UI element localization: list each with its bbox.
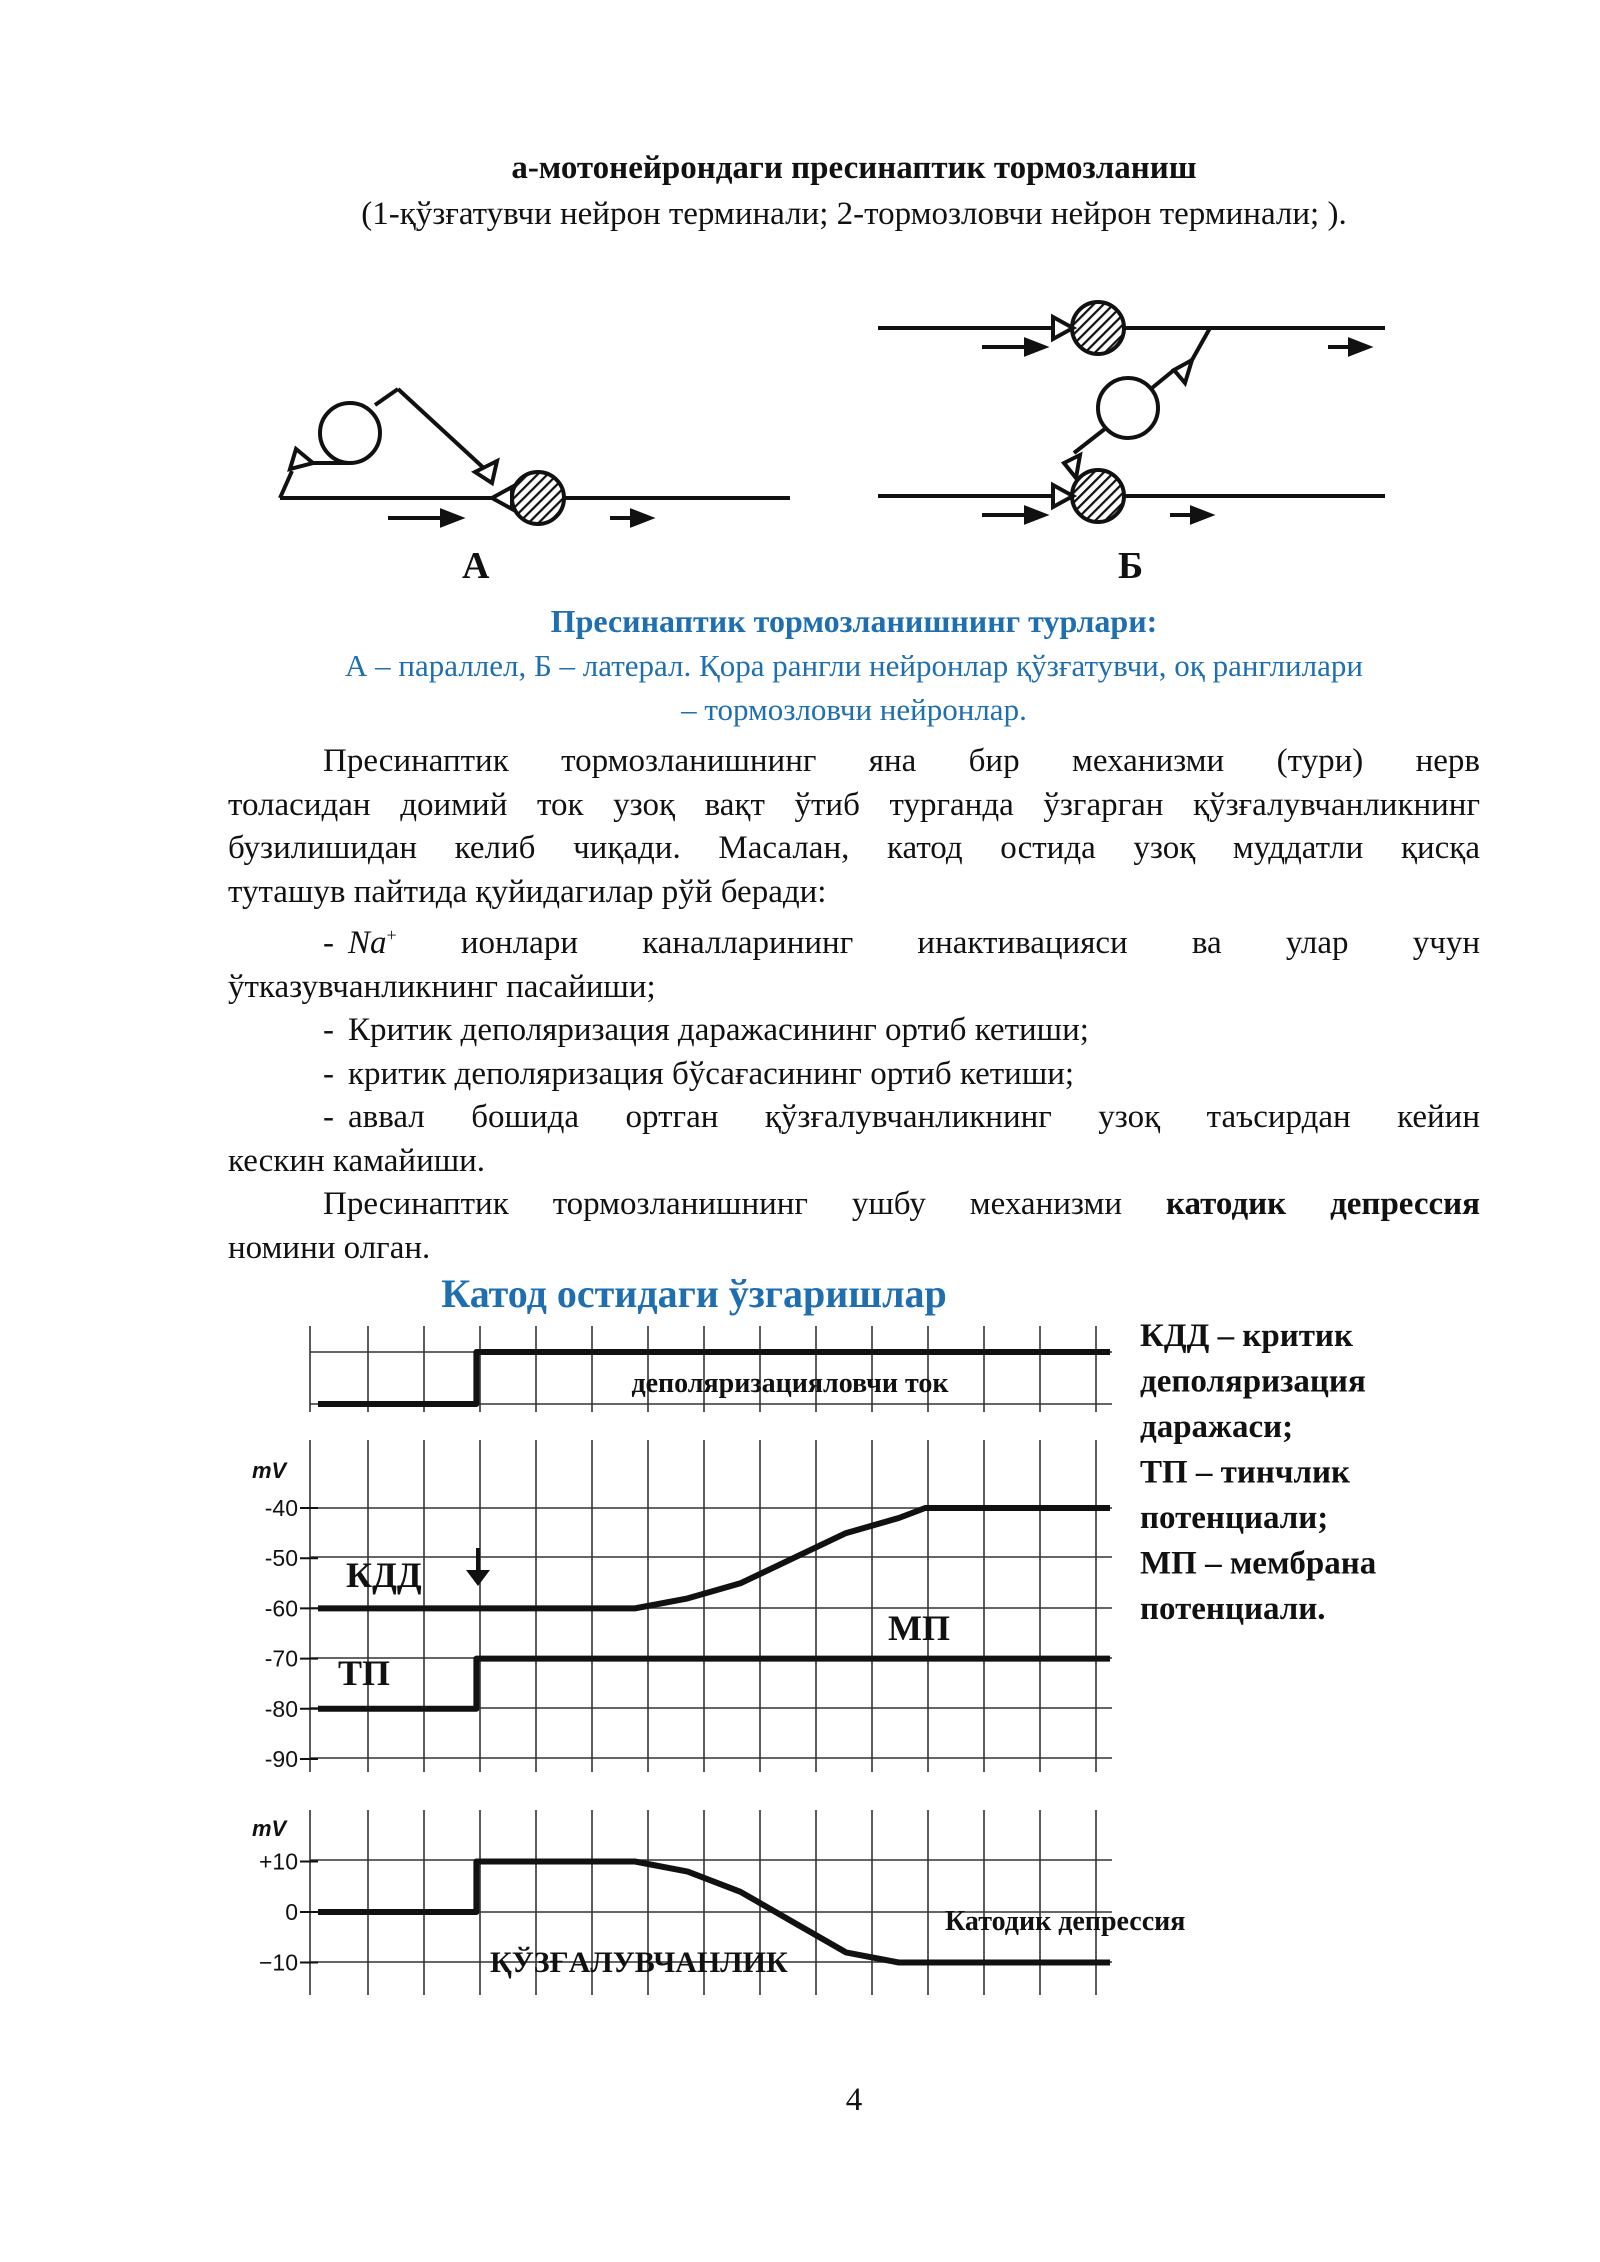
page-number: 4 bbox=[845, 2082, 863, 2118]
presynaptic-inhibition-figure bbox=[270, 285, 1410, 595]
legend-line: потенциали. bbox=[1140, 1591, 1326, 1627]
excitatory-neuron-b-bottom bbox=[1072, 470, 1124, 522]
bullet-dash: - bbox=[323, 1099, 334, 1135]
excitability-ylabel: mV bbox=[252, 1816, 287, 1841]
panel-a-diagram bbox=[280, 389, 790, 525]
excitability-label: ҚЎЗҒАЛУВЧАНЛИК bbox=[490, 1946, 788, 1979]
bullet-4-line-2: кескин камайиши. bbox=[228, 1142, 486, 1179]
cathode-changes-chart bbox=[0, 1260, 1600, 2020]
inhibitory-neuron-a bbox=[320, 403, 380, 463]
paragraph-2-line-2: номини олган. bbox=[228, 1229, 431, 1266]
label-mp: МП bbox=[888, 1608, 950, 1648]
paragraph-1-line-1: Пресинаптик тормозланишнинг яна бир механизми (тури) нерв bbox=[323, 743, 1480, 779]
chart-legend bbox=[1140, 1318, 1376, 1627]
kdd-arrow bbox=[466, 1548, 490, 1586]
paragraph-2-line-1: Пресинаптик тормозланишнинг ушбу механизми катодик депрессия bbox=[323, 1186, 1481, 1222]
bullet-1-line-1 bbox=[228, 914, 1480, 966]
bullet-2: - Критик деполяризация даражасининг ортиб кетиши; bbox=[228, 1009, 1480, 1053]
section-subtitle: (1-қўзғатувчи нейрон терминали; 2-тормозловчи нейрон терминали; ). bbox=[361, 196, 1347, 232]
potential-ylabel: mV bbox=[252, 1458, 287, 1483]
legend-line: КДД – критик bbox=[1140, 1318, 1353, 1354]
potential-ytick-label: -80 bbox=[264, 1695, 298, 1722]
potential-ytick-label: -60 bbox=[264, 1595, 298, 1622]
bullet-1-text: ионлари каналларининг инактивацияси ва улар учун bbox=[460, 925, 1481, 961]
bullet-1-line-2: ўтказувчанликнинг пасайиши; bbox=[228, 968, 656, 1005]
excitatory-neuron-b-top bbox=[1072, 302, 1124, 354]
sodium-symbol: Na+ bbox=[348, 925, 397, 961]
potential-ytick-label: -40 bbox=[264, 1495, 298, 1521]
bullet-dash: - bbox=[323, 1012, 334, 1048]
potential-ytick-label: -90 bbox=[264, 1746, 298, 1772]
inhibitory-neuron-b bbox=[1098, 378, 1158, 438]
panel-b-diagram bbox=[878, 302, 1385, 522]
label-a: А bbox=[462, 545, 490, 587]
legend-line: деполяризация bbox=[1140, 1363, 1366, 1400]
bullet-3: - критик деполяризация бўсағасининг ортиб кетиши; bbox=[228, 1053, 1480, 1097]
figure-caption-line-2: – тормозловчи нейронлар. bbox=[681, 692, 1027, 727]
bullet-dash: - bbox=[323, 1055, 334, 1092]
kdd-series-line bbox=[318, 1508, 1110, 1608]
paragraph-1-line-4: туташув пайтида қуйидагилар рўй беради: bbox=[228, 873, 827, 910]
excitability-ytick-label: 0 bbox=[285, 1899, 298, 1925]
body-text bbox=[228, 740, 1480, 1270]
chart-title: Катод остидаги ўзгаришлар bbox=[441, 1271, 947, 1316]
label-b: Б bbox=[1118, 545, 1144, 587]
section-title: а-мотонейрондаги пресинаптик тормозланиш bbox=[511, 150, 1197, 186]
potential-ytick-label: -70 bbox=[264, 1645, 298, 1672]
potential-ytick-label: -50 bbox=[264, 1545, 298, 1572]
legend-line: МП – мембрана bbox=[1140, 1545, 1377, 1582]
label-tp: ТП bbox=[338, 1653, 391, 1693]
paragraph-1-line-2: толасидан доимий ток узоқ вақт ўтиб турганда ўзгарган қўзғалувчанликнинг bbox=[228, 786, 1480, 823]
label-kdd: КДД bbox=[346, 1555, 422, 1595]
cathodic-depression-annotation: Катодик депрессия bbox=[945, 1906, 1186, 1937]
tp-series-line bbox=[318, 1659, 1110, 1709]
figure-caption-line-1: А – параллел, Б – латерал. Қора рангли нейронлар қўзғатувчи, оқ ранглилари bbox=[345, 648, 1363, 683]
excitability-ytick-label: +10 bbox=[258, 1848, 298, 1875]
paragraph-1-line-3: бузилишидан келиб чиқади. Масалан, катод остида узоқ муддатли қисқа bbox=[228, 830, 1480, 866]
excitatory-neuron-a bbox=[512, 472, 564, 524]
chart-ticks bbox=[259, 1495, 318, 1976]
bullet-dash: - bbox=[323, 925, 334, 961]
legend-line: ТП – тинчлик bbox=[1140, 1454, 1351, 1491]
legend-line: даражаси; bbox=[1140, 1409, 1294, 1445]
term-cathodic-depression: катодик депрессия bbox=[1165, 1186, 1481, 1222]
excitability-ytick-label: −10 bbox=[258, 1949, 298, 1976]
legend-line: потенциали; bbox=[1140, 1500, 1329, 1536]
figure-caption-title: Пресинаптик тормозланишнинг турлари: bbox=[550, 603, 1158, 639]
bullet-4-line-1: - аввал бошида ортган қўзғалувчанликнинг узоқ таъсирдан кейин bbox=[228, 1096, 1480, 1140]
current-label: деполяризацияловчи ток bbox=[631, 1368, 949, 1399]
